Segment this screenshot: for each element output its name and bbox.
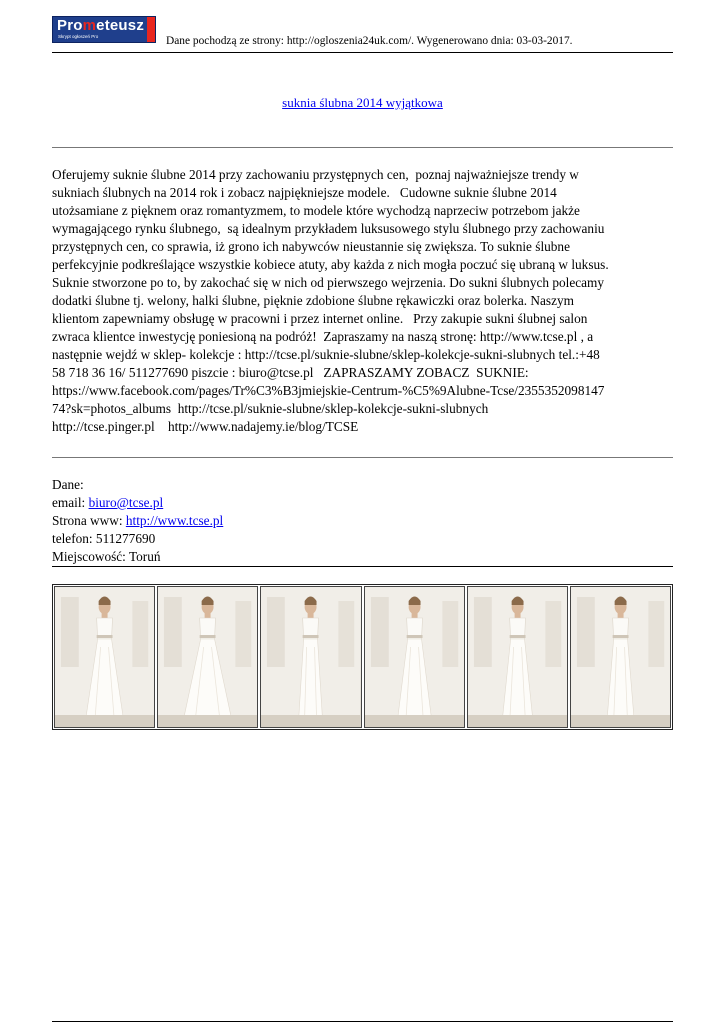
gallery-photo[interactable] xyxy=(260,586,361,728)
description-line: perfekcyjnie podkreślające wszystkie kobiece atuty, aby każda z nich mogła poczuć się ubraną w luksus. xyxy=(52,257,609,272)
listing-title-link[interactable]: suknia ślubna 2014 wyjątkowa xyxy=(282,95,443,110)
contact-section xyxy=(52,476,223,566)
contact-www-row xyxy=(52,512,223,530)
gallery-photo[interactable] xyxy=(364,586,465,728)
prometeusz-logo[interactable] xyxy=(52,16,156,43)
gallery-photo[interactable] xyxy=(54,586,155,728)
contact-email-row xyxy=(52,494,223,512)
gallery-photo[interactable] xyxy=(467,586,568,728)
listing-description xyxy=(52,166,676,436)
contact-city: Miejscowość: Toruń xyxy=(52,549,161,564)
description-line: zwraca klientce inwestycję poniesioną na podróż! Zapraszamy na naszą stronę: http://www.tcse.pl , a xyxy=(52,329,594,344)
description-line: https://www.facebook.com/pages/Tr%C3%B3jmiejskie-Centrum-%C5%9Alubne-Tcse/2355352098147 xyxy=(52,383,605,398)
contact-heading: Dane: xyxy=(52,477,84,492)
description-divider xyxy=(52,457,673,458)
description-line: sukniach ślubnych na 2014 rok i zobacz najpiękniejsze modele. Cudowne suknie ślubne 2014 xyxy=(52,185,557,200)
gallery-photo[interactable] xyxy=(570,586,671,728)
wedding-dress-photo-icon xyxy=(365,587,464,727)
photo-gallery xyxy=(52,584,673,730)
description-line: następnie wejdź w sklep- kolekcje : http://tcse.pl/suknie-slubne/sklep-kolekcje-sukni-slubnych tel.:+48 xyxy=(52,347,600,362)
logo-accent-stripe xyxy=(147,17,155,43)
gallery-photo[interactable] xyxy=(157,586,258,728)
wedding-dress-photo-icon xyxy=(55,587,154,727)
description-line: dodatki ślubne tj. welony, halki ślubne, pięknie zdobione ślubne rękawiczki oraz bolerka. Naszym xyxy=(52,293,574,308)
email-link[interactable]: biuro@tcse.pl xyxy=(88,495,164,510)
page-header xyxy=(52,16,673,52)
description-line: przystępnych cen, co sprawia, iż grono ich nabywców nieustannie się zwiększa. To suknie ślubne xyxy=(52,239,570,254)
www-label: Strona www: xyxy=(52,513,126,528)
www-link[interactable]: http://www.tcse.pl xyxy=(125,513,224,528)
email-label: email: xyxy=(52,495,89,510)
contact-divider xyxy=(52,566,673,567)
wedding-dress-photo-icon xyxy=(158,587,257,727)
source-info: Dane pochodzą ze strony: http://ogloszenia24uk.com/. Wygenerowano dnia: 03-03-2017. xyxy=(166,35,573,47)
wedding-dress-photo-icon xyxy=(468,587,567,727)
wedding-dress-photo-icon xyxy=(261,587,360,727)
logo-wordmark: Prometeusz xyxy=(57,17,145,34)
title-divider xyxy=(52,147,673,148)
wedding-dress-photo-icon xyxy=(571,587,670,727)
description-line: klientom zapewniamy obsługę w pracowni i przez internet online. Przy zakupie sukni ślubnej salon xyxy=(52,311,588,326)
description-line: Suknie stworzone po to, by zakochać się w nich od pierwszego wejrzenia. Do sukni ślubnych polecamy xyxy=(52,275,605,290)
description-line: http://tcse.pinger.pl http://www.nadajemy.ie/blog/TCSE xyxy=(52,419,359,434)
footer-divider xyxy=(52,1021,673,1022)
description-line: 58 718 36 16/ 511277690 piszcie : biuro@tcse.pl ZAPRASZAMY ZOBACZ SUKNIE: xyxy=(52,365,529,380)
header-divider xyxy=(52,52,673,53)
description-line: utożsamiane z pięknem oraz romantyzmem, to modele które wychodzą naprzeciw potrzebom jakże xyxy=(52,203,580,218)
description-line: wymagającego rynku ślubnego, są idealnym przykładem luksusowego stylu ślubnego przy zachowaniu xyxy=(52,221,605,236)
description-line: 74?sk=photos_albums http://tcse.pl/suknie-slubne/sklep-kolekcje-sukni-slubnych xyxy=(52,401,489,416)
contact-phone: telefon: 511277690 xyxy=(52,531,156,546)
logo-tagline: Skrypt ogłoszeń Pro xyxy=(58,34,99,39)
description-line: Oferujemy suknie ślubne 2014 przy zachowaniu przystępnych cen, poznaj najważniejsze trendy w xyxy=(52,167,579,182)
